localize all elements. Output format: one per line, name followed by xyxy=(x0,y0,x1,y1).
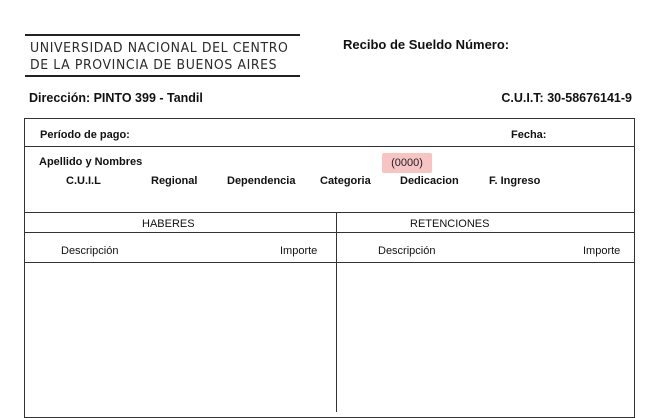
haberes-description-header: Descripción xyxy=(61,245,119,257)
employee-code-badge: (0000) xyxy=(382,153,432,173)
employee-name-label: Apellido y Nombres xyxy=(39,156,143,168)
column-categoria: Categoria xyxy=(320,175,371,187)
logo-rule-bottom xyxy=(25,75,300,77)
section-title-divider xyxy=(24,232,635,233)
haberes-amount-header: Importe xyxy=(280,245,318,257)
column-fecha-ingreso: F. Ingreso xyxy=(489,175,541,187)
address: Dirección: PINTO 399 - Tandil xyxy=(29,91,203,105)
center-divider xyxy=(336,212,337,412)
column-regional: Regional xyxy=(151,175,198,187)
cuit: C.U.I.T: 30-58676141-9 xyxy=(501,91,632,105)
logo-rule-top xyxy=(25,34,300,36)
date-label: Fecha: xyxy=(511,129,547,141)
period-divider xyxy=(24,146,635,147)
retenciones-amount-header: Importe xyxy=(583,245,621,257)
column-header-divider xyxy=(24,262,635,263)
column-cuil: C.U.I.L xyxy=(66,175,101,187)
column-dependencia: Dependencia xyxy=(227,175,296,187)
column-dedicacion: Dedicacion xyxy=(400,175,459,187)
retenciones-description-header: Descripción xyxy=(378,245,436,257)
haberes-title: HABERES xyxy=(142,218,195,230)
period-label: Período de pago: xyxy=(40,129,130,141)
receipt-title: Recibo de Sueldo Número: xyxy=(343,37,510,52)
institution-name-line1: UNIVERSIDAD NACIONAL DEL CENTRO xyxy=(30,39,289,56)
institution-name-line2: DE LA PROVINCIA DE BUENOS AIRES xyxy=(30,56,278,73)
employee-divider xyxy=(24,212,635,213)
retenciones-title: RETENCIONES xyxy=(410,218,490,230)
